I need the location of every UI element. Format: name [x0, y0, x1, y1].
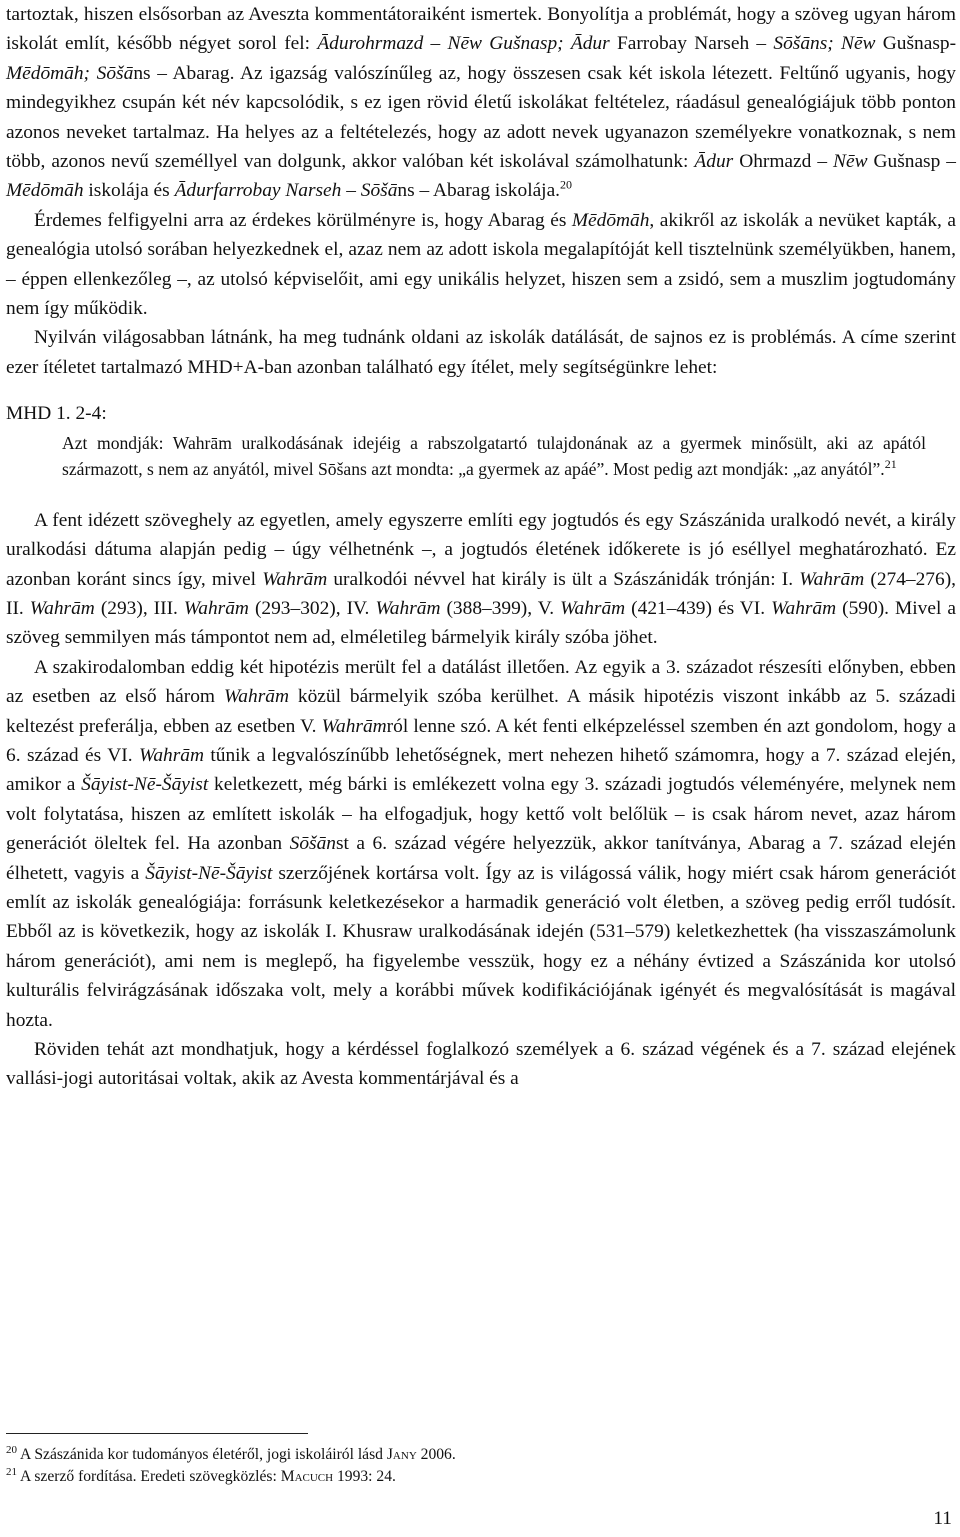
page-body — [6, 0, 956, 1094]
paragraph-3: Nyilván világosabban látnánk, ha meg tudnánk oldani az iskolák datálását, de sajnos ez is problémás. A címe szerint ezer ítéletet tartalmazó MHD+A-ban azonban található egy ítélet, mely segítségünkre lehet: — [6, 327, 956, 378]
paragraph-4: A fent idézett szöveghely az egyetlen, amely egyszerre említi egy jogtudós és egy Szászánida uralkodó nevét, a király uralkodási dátuma alapján pedig – úgy vélhetnénk –, a jogtudós életének időkerete is jó eséllyel meghatározható. Ez azonban koránt sincs így, mivel Wahrām uralkodói névvel hat király is ült a Szászánidák trónján: I. Wahrām (274–276), II. Wahrām (293), III. Wahrām (293–302), IV. Wahrām (388–399), V. Wahrām (421–439) és VI. Wahrām (590). Mivel a szöveg semmilyen más támpontot nem ad, elméletileg bármelyik király szóba jöhet. — [6, 509, 956, 649]
footnote-ref-21[interactable]: 21 — [884, 456, 897, 471]
paragraph-5: A szakirodalomban eddig két hipotézis merült fel a datálást illetően. Az egyik a 3. századot részesíti előnyben, ebben az esetben az első három Wahrām közül bármelyik szóba kerülhet. A másik hipotézis viszont inkább az 5. századi keltezést preferálja, ebben az esetben V. Wahrāmról lenne szó. A két fenti elképzeléssel szemben én azt gondolom, hogy a 6. század és VI. Wahrām tűnik a legvalószínűbb lehetőségnek, mert nehezen hihető számomra, hogy a 7. század elején, amikor a Šāyist-Nē-Šāyist keletkezett, még bárki is emlékezett volna egy 3. századi jogtudós véleményére, melynek nem volt folytatása, hiszen az említett iskolák – ha elfogadjuk, hogy kettő volt belőlük – is csak három nevet, azaz három generációt öleltek fel. Ha azonban Sōšānst a 6. század végére helyezzük, akkor tanítványa, Abarag a 7. század elején élhetett, vagyis a Šāyist-Nē-Šāyist szerzőjének kortársa volt. Így az is világossá válik, hogy miért csak három generációt említ az iskolák genealógiája: forrásunk keletkezésekor a harmadik generáció volt életben, a szöveg pedig erről tudósít. Ebből az is következik, hogy az iskolák I. Khusraw uralkodásának idején (531–579) keletkezhettek (ha visszaszámolunk három generációt), ami nem is meglepő, ha figyelembe vesszük, hogy ez a néhány évtized a Szászánida kor utolsó kulturális felvirágzásának időszaka volt, mely a korábbi művek kodifikációjának igényét és megvalósítását is magával hozta. — [6, 656, 957, 1031]
paragraph-6: Röviden tehát azt mondhatjuk, hogy a kérdéssel foglalkozó személyek a 6. század végének és a 7. század elejének vallási-jogi autoritásai voltak, akik az Avesta kommentárjával és a — [6, 1039, 956, 1090]
block-quote: Azt mondják: Wahrām uralkodásának idejéig a rabszolgatartó tulajdonának az a gyermek minősült, aki az apától származott, s nem az anyától, mivel Sōšans azt mondta: „a gyermek az apáé”. Most pedig azt mondják: „az anyától”.$^{21}$ — [62, 432, 926, 479]
page-number: 11 — [933, 1508, 952, 1529]
footnote-separator — [6, 1433, 308, 1434]
citation-label: MHD 1. 2-4: — [6, 403, 107, 425]
footnote-21: $^{21}$ A szerző fordítása. Eredeti szövegközlés: Macuch 1993: 24. — [6, 1465, 396, 1485]
footnote-20: $^{20}$ A Szászánida kor tudományos életéről, jogi iskoláiról lásd Jany 2006. — [6, 1443, 456, 1463]
paragraph-2: Érdemes felfigyelni arra az érdekes körülményre is, hogy Abarag és Mēdōmāh, akikről az iskolák a nevüket kapták, a genealógia utolsó sorában helyezkednek el, azaz nem az adott iskola megalapítóját kell tisztelnünk személyükben, hanem, – éppen ellenkezőleg –, az utolsó képviselőit, ami egy unikális helyzet, hiszen sem a zsidó, sem a muszlim jogtudomány nem így működik. — [6, 209, 956, 320]
paragraph-1: tartoztak, hiszen elsősorban az Aveszta kommentátoraiként ismertek. Bonyolítja a problémát, hogy a szöveg ugyan három iskolát említ, később négyet sorol fel: Ādurohrmazd – Nēw Gušnasp; Ādur Farrobay Narseh – Sōšāns; Nēw Gušnasp-Mēdōmāh; Sōšāns – Abarag. Az igazság valószínűleg az, hogy összesen csak két iskola létezett. Feltűnő ugyanis, hogy mindegyikhez csupán két név kapcsolódik, s ez igen rövid életű iskolákat feltételez, ráadásul genealógiájuk több ponton azonos neveket tartalmaz. Ha helyes az a feltételezés, hogy az adott nevek ugyanazon személyekre vonatkoznak, s nem több, azonos nevű személlyel van dolgunk, akkor valóban két iskolával számolhatunk: Ādur Ohrmazd – Nēw Gušnasp – Mēdōmāh iskolája és Ādurfarrobay Narseh – Sōšāns – Abarag iskolája.$^{20}$ — [6, 4, 957, 202]
footnote-ref-20[interactable]: 20 — [560, 177, 573, 192]
footnotes — [6, 1444, 946, 1488]
